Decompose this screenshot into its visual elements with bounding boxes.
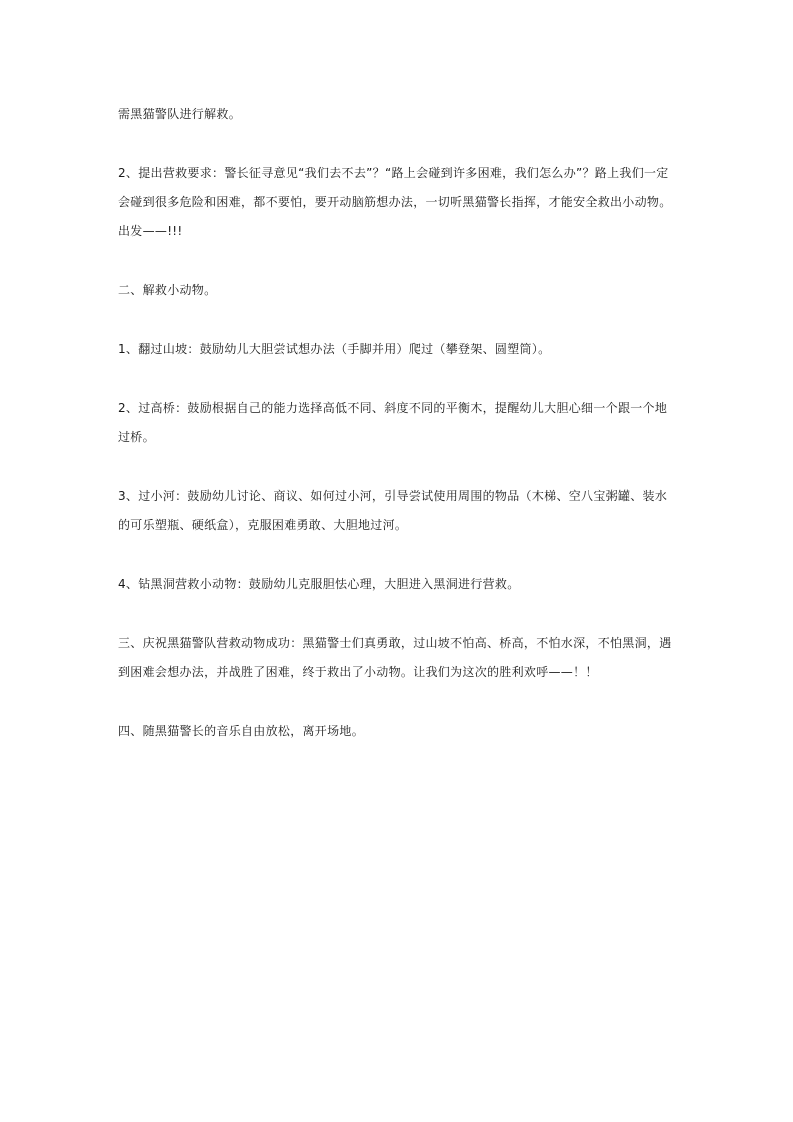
- paragraph-high-bridge: 2、过高桥：鼓励根据自己的能力选择高低不同、斜度不同的平衡木，提醒幼儿大胆心细一个跟一个地过桥。: [118, 401, 668, 444]
- section-heading-rescue: 二、解救小动物。: [118, 283, 217, 297]
- paragraph-spacer: [118, 246, 678, 276]
- paragraph-spacer: [118, 599, 678, 629]
- paragraph-spacer: [118, 129, 678, 159]
- paragraph-spacer: [118, 687, 678, 717]
- paragraph-rescue-requirements: 2、提出营救要求：警长征寻意见“我们去不去”？“路上会碰到许多困难，我们怎么办”？路上我们一定会碰到很多危险和困难，都不要怕，要开动脑筋想办法，一切听黑猫警长指挥，才能安全救出小动物。出发——!!!: [118, 166, 672, 238]
- paragraph-spacer: [118, 452, 678, 482]
- paragraph-black-hole: 4、钻黑洞营救小动物：鼓励幼儿克服胆怯心理，大胆进入黑洞进行营救。: [118, 577, 520, 591]
- paragraph-spacer: [118, 364, 678, 394]
- document-body: [118, 100, 678, 746]
- section-heading-celebrate: 三、庆祝黑猫警队营救动物成功：黑猫警士们真勇敢，过山坡不怕高、桥高，不怕水深，不怕黑洞，遇到困难会想办法，并战胜了困难，终于救出了小动物。让我们为这次的胜利欢呼——！！: [118, 636, 672, 679]
- paragraph-spacer: [118, 540, 678, 570]
- paragraph-intro-end: 需黑猫警队进行解救。: [118, 107, 242, 121]
- paragraph-cross-river: 3、过小河：鼓励幼儿讨论、商议、如何过小河，引导尝试使用周围的物品（木梯、空八宝粥罐、装水的可乐塑瓶、硬纸盒），克服困难勇敢、大胆地过河。: [118, 489, 668, 532]
- paragraph-climb-hill: 1、翻过山坡：鼓励幼儿大胆尝试想办法（手脚并用）爬过（攀登架、圆塑筒）。: [118, 342, 551, 356]
- section-heading-relax: 四、随黑猫警长的音乐自由放松，离开场地。: [118, 724, 365, 738]
- paragraph-spacer: [118, 305, 678, 335]
